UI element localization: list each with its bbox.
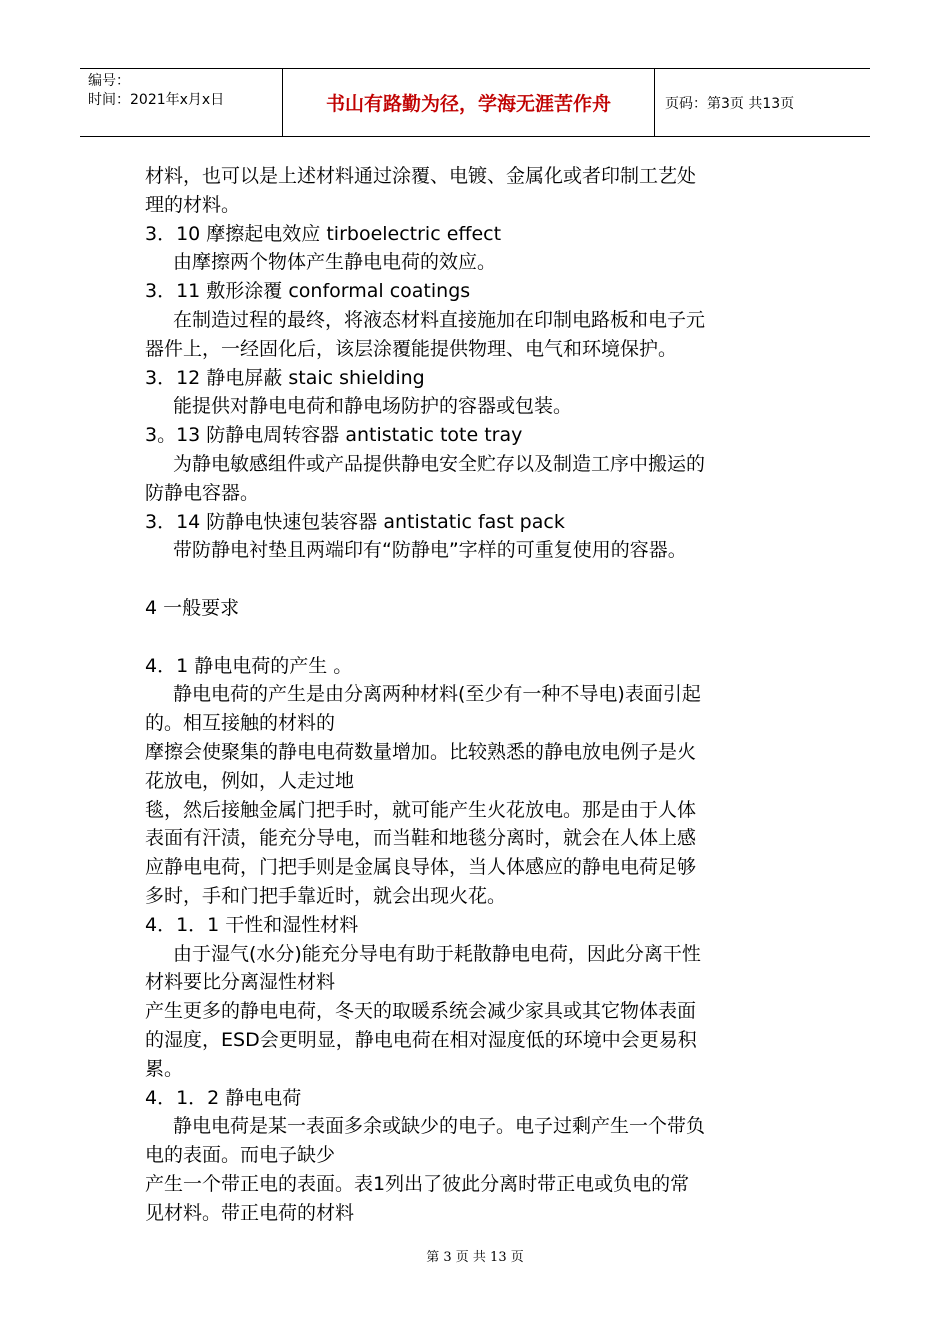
document-body bbox=[145, 162, 815, 1227]
body-line: 静电电荷的产生是由分离两种材料(至少有一种不导电)表面引起 bbox=[173, 683, 701, 706]
number-label: 编号： bbox=[88, 73, 130, 89]
section-heading: 3．12 静电屏蔽 staic shielding bbox=[145, 366, 425, 389]
spacer bbox=[145, 623, 815, 652]
section-heading: 3．11 敷形涂覆 conformal coatings bbox=[145, 280, 471, 303]
header-motto: 书山有路勤为径，学海无涯苦作舟 bbox=[325, 93, 611, 115]
section-heading: 4．1．1 干性和湿性材料 bbox=[145, 913, 359, 936]
chapter-heading: 4 一般要求 bbox=[145, 596, 240, 619]
body-line: 在制造过程的最终，将液态材料直接施加在印制电路板和电子元 bbox=[173, 308, 706, 331]
body-line: 由摩擦两个物体产生静电电荷的效应。 bbox=[173, 251, 497, 274]
body-line: 由于湿气(水分)能充分导电有助于耗散静电电荷，因此分离干性 bbox=[173, 942, 701, 965]
body-line: 多时，手和门把手靠近时，就会出现火花。 bbox=[145, 884, 507, 907]
body-line: 的。相互接触的材料的 bbox=[145, 712, 336, 735]
body-line: 器件上，一经固化后，该层涂覆能提供物理、电气和环境保护。 bbox=[145, 337, 678, 360]
body-line: 花放电，例如，人走过地 bbox=[145, 769, 355, 792]
body-line: 应静电电荷，门把手则是金属良导体，当人体感应的静电电荷足够 bbox=[145, 856, 697, 879]
section-heading: 3。13 防静电周转容器 antistatic tote tray bbox=[145, 424, 523, 447]
body-line: 见材料。带正电荷的材料 bbox=[145, 1201, 355, 1224]
body-line: 产生一个带正电的表面。表1列出了彼此分离时带正电或负电的常 bbox=[145, 1172, 690, 1195]
section-heading: 3．10 摩擦起电效应 tirboelectric effect bbox=[145, 222, 502, 245]
header-meta bbox=[88, 72, 224, 110]
body-line: 带防静电衬垫且两端印有“防静电”字样的可重复使用的容器。 bbox=[173, 539, 687, 562]
body-line: 摩擦会使聚集的静电电荷数量增加。比较熟悉的静电放电例子是火 bbox=[145, 740, 697, 763]
header-divider bbox=[654, 69, 655, 136]
spacer bbox=[145, 565, 815, 594]
section-heading: 4．1．2 静电电荷 bbox=[145, 1086, 302, 1109]
body-line: 毯，然后接触金属门把手时，就可能产生火花放电。那是由于人体 bbox=[145, 798, 697, 821]
document-header bbox=[80, 68, 870, 137]
page-footer: 第 3 页 共 13 页 bbox=[426, 1250, 524, 1265]
body-line: 产生更多的静电电荷，冬天的取暖系统会减少家具或其它物体表面 bbox=[145, 1000, 697, 1023]
section-heading: 4．1 静电电荷的产生 。 bbox=[145, 654, 353, 677]
body-line: 累。 bbox=[145, 1057, 184, 1080]
body-line: 能提供对静电电荷和静电场防护的容器或包装。 bbox=[173, 395, 573, 418]
body-line: 材料要比分离湿性材料 bbox=[145, 971, 336, 994]
body-line: 理的材料。 bbox=[145, 193, 241, 216]
body-line: 材料，也可以是上述材料通过涂覆、电镀、金属化或者印制工艺处 bbox=[145, 165, 697, 187]
body-line: 的湿度，ESD会更明显，静电电荷在相对湿度低的环境中会更易积 bbox=[145, 1028, 697, 1051]
body-line: 为静电敏感组件或产品提供静电安全贮存以及制造工序中搬运的 bbox=[173, 452, 706, 475]
body-line: 静电电荷是某一表面多余或缺少的电子。电子过剩产生一个带负 bbox=[173, 1115, 706, 1138]
header-page-info: 页码：第3页 共13页 bbox=[665, 96, 795, 112]
body-line: 防静电容器。 bbox=[145, 481, 260, 504]
time-label: 时间：2021年x月x日 bbox=[88, 92, 225, 108]
body-line: 表面有汗渍，能充分导电，而当鞋和地毯分离时，就会在人体上感 bbox=[145, 827, 697, 850]
section-heading: 3．14 防静电快速包装容器 antistatic fast pack bbox=[145, 510, 565, 533]
body-line: 电的表面。而电子缺少 bbox=[145, 1144, 336, 1167]
